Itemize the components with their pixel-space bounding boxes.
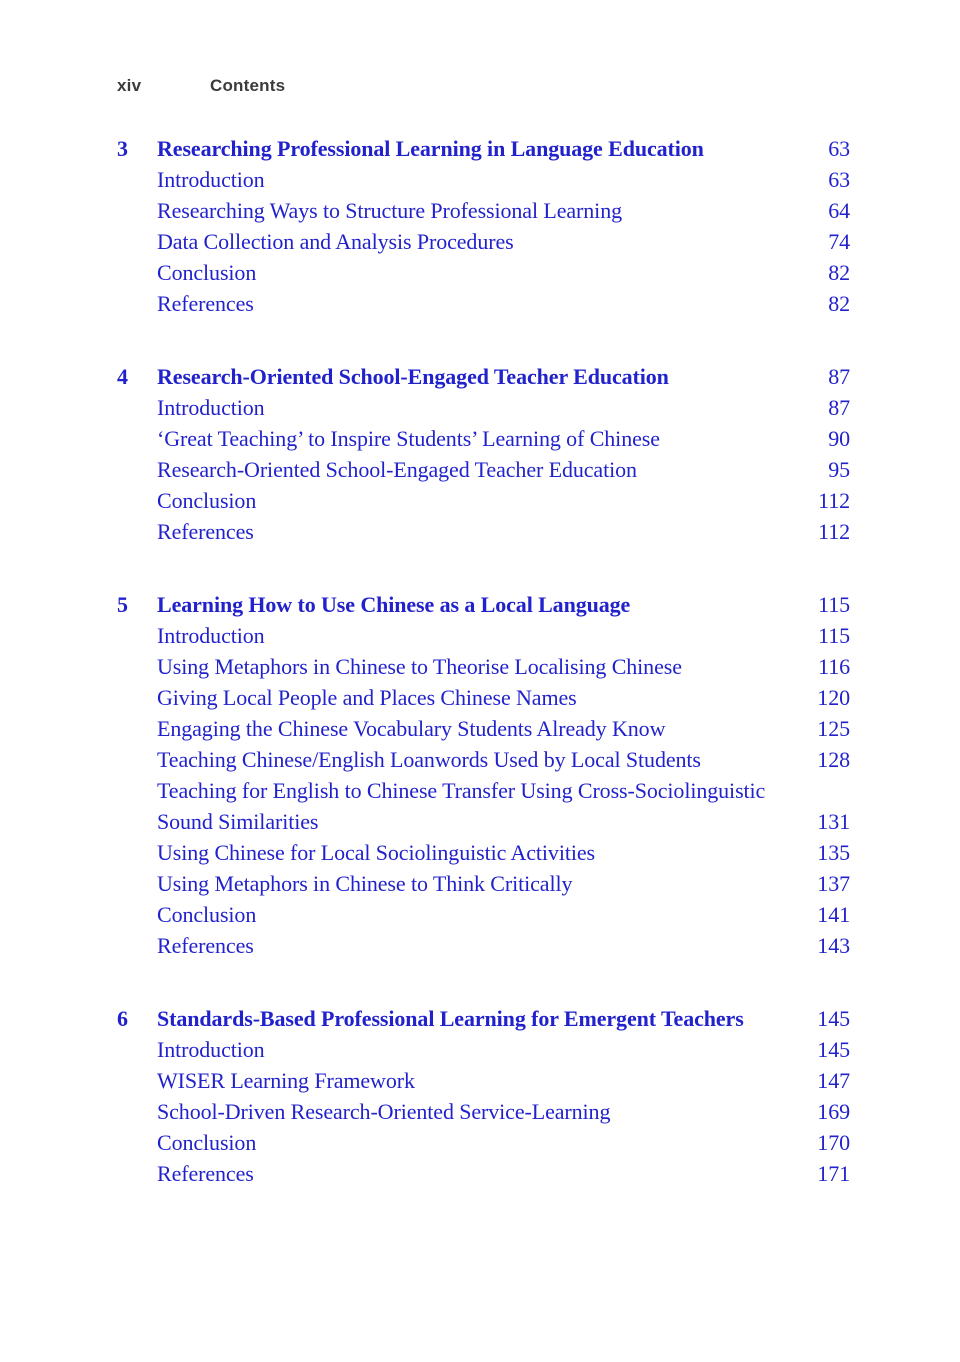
entry-page-number: 116 bbox=[818, 654, 850, 679]
entry-title: Introduction bbox=[157, 1037, 265, 1062]
toc-entry bbox=[117, 868, 850, 899]
entry-page-number: 115 bbox=[818, 623, 850, 648]
entry-page-number: 120 bbox=[817, 685, 850, 710]
entry-page-number: 137 bbox=[817, 871, 850, 896]
toc-entry bbox=[117, 516, 850, 547]
toc-chapter-6 bbox=[117, 1003, 850, 1189]
entry-title: WISER Learning Framework bbox=[157, 1068, 415, 1093]
entry-title: Introduction bbox=[157, 623, 265, 648]
chapter-page-number: 87 bbox=[828, 364, 850, 389]
entry-page-number: 131 bbox=[817, 809, 850, 834]
chapter-page-number: 115 bbox=[818, 592, 850, 617]
entry-title: Teaching for English to Chinese Transfer Using Cross-Sociolinguistic Sound Similarities bbox=[157, 778, 766, 834]
entry-title: Introduction bbox=[157, 395, 265, 420]
entry-title: Using Metaphors in Chinese to Think Critically bbox=[157, 871, 573, 896]
entry-title: References bbox=[157, 1161, 254, 1186]
toc-chapter-5 bbox=[117, 589, 850, 961]
entry-page-number: 63 bbox=[828, 167, 850, 192]
entry-page-number: 87 bbox=[828, 395, 850, 420]
entry-title: Using Metaphors in Chinese to Theorise Localising Chinese bbox=[157, 654, 682, 679]
chapter-title: Learning How to Use Chinese as a Local Language bbox=[157, 592, 631, 617]
chapter-heading bbox=[117, 361, 850, 392]
chapter-heading bbox=[117, 133, 850, 164]
chapter-title: Standards-Based Professional Learning for Emergent Teachers bbox=[157, 1006, 744, 1031]
entry-title: Teaching Chinese/English Loanwords Used by Local Students bbox=[157, 747, 701, 772]
entry-title: Engaging the Chinese Vocabulary Students Already Know bbox=[157, 716, 666, 741]
entry-title: Conclusion bbox=[157, 488, 257, 513]
entry-page-number: 145 bbox=[817, 1037, 850, 1062]
entry-page-number: 170 bbox=[817, 1130, 850, 1155]
toc-entry bbox=[117, 423, 850, 454]
chapter-heading bbox=[117, 1003, 850, 1034]
toc-entry bbox=[117, 1158, 850, 1189]
entry-title: ‘Great Teaching’ to Inspire Students’ Learning of Chinese bbox=[157, 426, 660, 451]
entry-title: Introduction bbox=[157, 167, 265, 192]
entry-page-number: 112 bbox=[818, 519, 850, 544]
toc-entry bbox=[117, 775, 850, 837]
chapter-number: 6 bbox=[117, 1006, 128, 1031]
entry-page-number: 147 bbox=[817, 1068, 850, 1093]
entry-page-number: 141 bbox=[817, 902, 850, 927]
toc-entry bbox=[117, 651, 850, 682]
chapter-title: Researching Professional Learning in Language Education bbox=[157, 136, 704, 161]
entry-title: Conclusion bbox=[157, 1130, 257, 1155]
entry-title: Researching Ways to Structure Professional Learning bbox=[157, 198, 622, 223]
toc-entry bbox=[117, 288, 850, 319]
entry-page-number: 82 bbox=[828, 291, 850, 316]
entry-title: Conclusion bbox=[157, 902, 257, 927]
toc-entry bbox=[117, 1034, 850, 1065]
entry-title: Conclusion bbox=[157, 260, 257, 285]
page-header bbox=[117, 76, 850, 96]
entry-title: Data Collection and Analysis Procedures bbox=[157, 229, 514, 254]
table-of-contents bbox=[117, 133, 850, 1189]
entry-page-number: 128 bbox=[817, 747, 850, 772]
entry-title: Giving Local People and Places Chinese Names bbox=[157, 685, 577, 710]
entry-title: References bbox=[157, 291, 254, 316]
entry-title: References bbox=[157, 519, 254, 544]
chapter-page-number: 63 bbox=[828, 136, 850, 161]
chapter-number: 3 bbox=[117, 136, 128, 161]
toc-entry bbox=[117, 257, 850, 288]
entry-page-number: 171 bbox=[817, 1161, 850, 1186]
entry-title: Research-Oriented School-Engaged Teacher Education bbox=[157, 457, 637, 482]
toc-entry bbox=[117, 485, 850, 516]
entry-page-number: 64 bbox=[828, 198, 850, 223]
toc-entry bbox=[117, 930, 850, 961]
toc-entry bbox=[117, 682, 850, 713]
running-head-title: Contents bbox=[210, 76, 286, 95]
toc-entry bbox=[117, 195, 850, 226]
toc-chapter-4 bbox=[117, 361, 850, 547]
entry-title: School-Driven Research-Oriented Service-Learning bbox=[157, 1099, 611, 1124]
entry-title: References bbox=[157, 933, 254, 958]
entry-page-number: 135 bbox=[817, 840, 850, 865]
chapter-title: Research-Oriented School-Engaged Teacher Education bbox=[157, 364, 669, 389]
toc-entry bbox=[117, 1065, 850, 1096]
toc-entry bbox=[117, 454, 850, 485]
toc-entry bbox=[117, 1096, 850, 1127]
entry-page-number: 125 bbox=[817, 716, 850, 741]
toc-entry bbox=[117, 744, 850, 775]
toc-entry bbox=[117, 620, 850, 651]
entry-page-number: 95 bbox=[828, 457, 850, 482]
toc-entry bbox=[117, 164, 850, 195]
toc-entry bbox=[117, 713, 850, 744]
chapter-number: 4 bbox=[117, 364, 128, 389]
entry-page-number: 82 bbox=[828, 260, 850, 285]
entry-page-number: 169 bbox=[817, 1099, 850, 1124]
folio-page-number: xiv bbox=[117, 76, 142, 95]
entry-page-number: 90 bbox=[828, 426, 850, 451]
entry-page-number: 112 bbox=[818, 488, 850, 513]
entry-page-number: 74 bbox=[828, 229, 850, 254]
toc-chapter-3 bbox=[117, 133, 850, 319]
entry-page-number: 143 bbox=[817, 933, 850, 958]
toc-entry bbox=[117, 392, 850, 423]
chapter-number: 5 bbox=[117, 592, 128, 617]
toc-entry bbox=[117, 899, 850, 930]
entry-title: Using Chinese for Local Sociolinguistic Activities bbox=[157, 840, 595, 865]
chapter-page-number: 145 bbox=[817, 1006, 850, 1031]
toc-entry bbox=[117, 837, 850, 868]
toc-entry bbox=[117, 226, 850, 257]
toc-entry bbox=[117, 1127, 850, 1158]
chapter-heading bbox=[117, 589, 850, 620]
